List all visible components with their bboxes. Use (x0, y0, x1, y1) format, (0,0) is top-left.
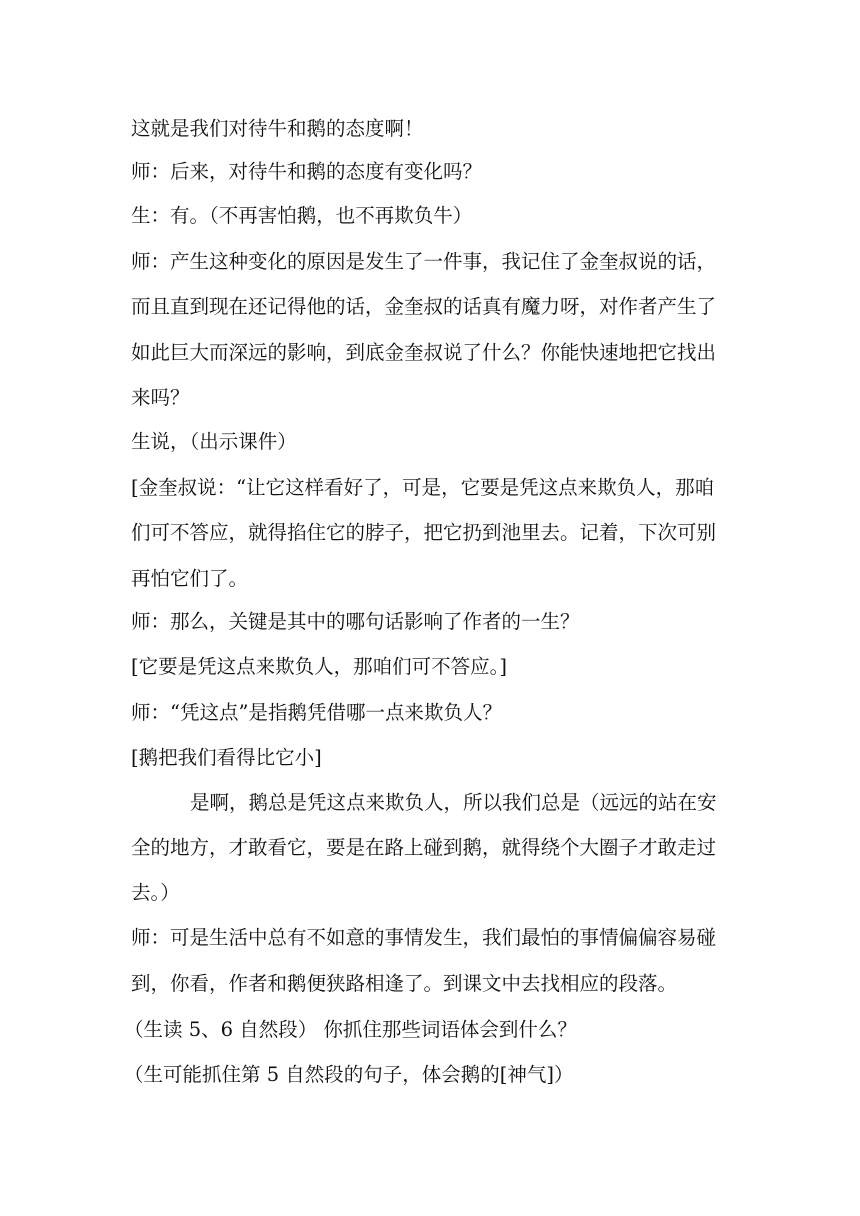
text-line: 到，你看，作者和鹅便狭路相逢了。到课文中去找相应的段落。 (131, 972, 678, 995)
text-line: 生：有。（不再害怕鹅，也不再欺负牛） (131, 204, 473, 227)
text-line: 来吗？ (131, 386, 190, 409)
text-line: [鹅把我们看得比它小] (131, 746, 322, 769)
text-line: [金奎叔说：“让它这样看好了，可是，它要是凭这点来欺负人，那咱 (131, 476, 715, 499)
text-line: 师：“凭这点”是指鹅凭借哪一点来欺负人？ (131, 701, 502, 724)
text-line: （生可能抓住第 5 自然段的句子，体会鹅的[神气]） (124, 1063, 574, 1086)
text-line: 这就是我们对待牛和鹅的态度啊！ (131, 117, 424, 140)
text-line: 们可不答应，就得掐住它的脖子，把它扔到池里去。记着，下次可别 (131, 521, 717, 544)
text-line: 师：后来，对待牛和鹅的态度有变化吗？ (131, 160, 483, 183)
text-line: 去。） (131, 881, 180, 904)
text-line: 如此巨大而深远的影响，到底金奎叔说了什么？你能快速地把它找出 (131, 341, 717, 364)
text-line: 师：产生这种变化的原因是发生了一件事，我记住了金奎叔说的话， (131, 250, 717, 273)
text-line: 是啊，鹅总是凭这点来欺负人，所以我们总是（远远的站在安 (190, 791, 717, 814)
text-line: 而且直到现在还记得他的话，金奎叔的话真有魔力呀，对作者产生了 (131, 295, 717, 318)
text-line: 再怕它们了。 (131, 567, 249, 590)
text-line: 全的地方，才敢看它，要是在路上碰到鹅，就得绕个大圈子才敢走过 (131, 836, 717, 859)
text-line: [它要是凭这点来欺负人，那咱们可不答应。] (131, 655, 507, 678)
text-line: （生读 5、6 自然段） 你抓住那些词语体会到什么？ (124, 1018, 577, 1041)
text-line: 师：那么，关键是其中的哪句话影响了作者的一生？ (131, 610, 580, 633)
text-line: 师：可是生活中总有不如意的事情发生，我们最怕的事情偏偏容易碰 (131, 926, 717, 949)
text-line: 生说，（出示课件） (131, 430, 297, 453)
